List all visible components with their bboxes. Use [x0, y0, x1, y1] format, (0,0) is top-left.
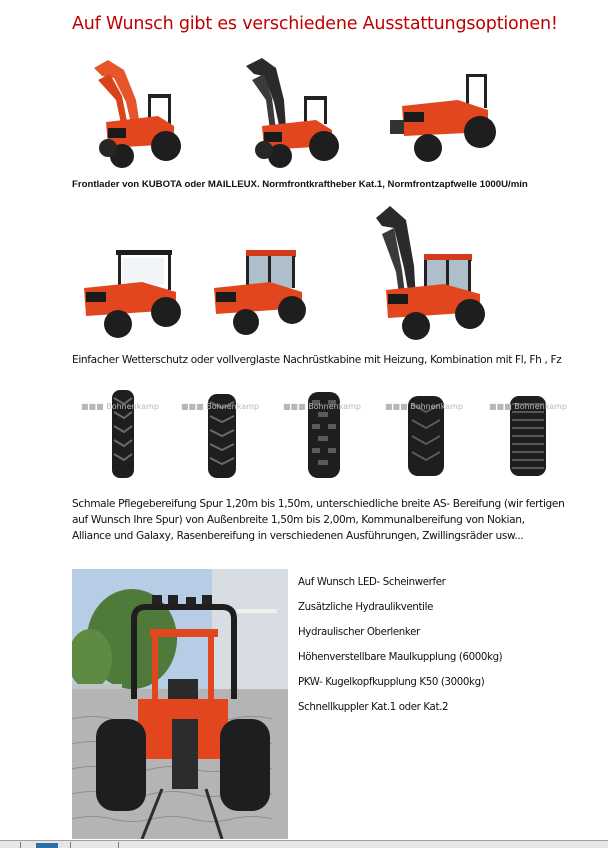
extras-item: Schnellkuppler Kat.1 oder Kat.2: [298, 702, 449, 713]
watermark-text: ■■■ Bohnenkamp: [283, 402, 361, 411]
window-icon[interactable]: [36, 843, 58, 848]
cabin-caption: Einfacher Wetterschutz oder vollverglaste Nachrüstkabine mit Heizung, Kombination mit Fl, Fh , Fz: [72, 354, 562, 366]
bottom-status-bar: [0, 840, 608, 848]
watermark-text: ■■■ Bohnenkamp: [81, 402, 159, 411]
tires-paragraph-line: Schmale Pflegebereifung Spur 1,20m bis 1,50m, unterschiedliche breite AS- Bereifung (wir fertigen: [72, 498, 565, 510]
tires-paragraph-line: auf Wunsch Ihre Spur) von Außenbreite 1,50m bis 2,00m, Kommunalbereifung von Nokian,: [72, 514, 525, 526]
watermark-text: ■■■ Bohnenkamp: [181, 402, 259, 411]
status-divider: [118, 842, 119, 848]
extras-item: Auf Wunsch LED- Scheinwerfer: [298, 577, 446, 588]
tires-paragraph: [72, 496, 608, 544]
narrow-ag-tire-image: [70, 384, 170, 480]
wide-municipal-tire-image: [374, 384, 474, 480]
status-divider: [70, 842, 71, 848]
as-tire-image: [170, 384, 270, 480]
frontloader-caption: Frontlader von KUBOTA oder MAILLEUX. Normfrontkraftheber Kat.1, Normfrontzapfwelle 1000U/min: [72, 179, 528, 190]
municipal-tire-image: [272, 384, 372, 480]
tractor-glazed-cabin-image: [208, 246, 308, 341]
extras-item: PKW- Kugelkopfkupplung K50 (3000kg): [298, 677, 485, 688]
page-title: Auf Wunsch gibt es verschiedene Ausstattungsoptionen!: [72, 14, 558, 34]
tractor-weather-canopy-image: [78, 246, 183, 341]
extras-item: Höhenverstellbare Maulkupplung (6000kg): [298, 652, 503, 663]
watermark-text: ■■■ Bohnenkamp: [489, 402, 567, 411]
tractor-cabin-frontloader-image: [372, 204, 487, 344]
tractor-orange-frontloader-image: [88, 56, 188, 171]
extras-item: Hydraulischer Oberlenker: [298, 627, 420, 638]
tractor-front-hitch-image: [388, 70, 503, 170]
extras-item: Zusätzliche Hydraulikventile: [298, 602, 434, 613]
tractor-rear-view-photo: [72, 569, 288, 839]
watermark-text: ■■■ Bohnenkamp: [385, 402, 463, 411]
tires-paragraph-line: Alliance und Galaxy, Rasenbereifung in verschiedenen Ausführungen, Zwillingsräder usw...: [72, 530, 524, 542]
turf-tire-image: [478, 384, 578, 480]
extras-list: [298, 577, 502, 727]
tractor-black-frontloader-image: [240, 56, 350, 171]
status-divider: [20, 842, 21, 848]
